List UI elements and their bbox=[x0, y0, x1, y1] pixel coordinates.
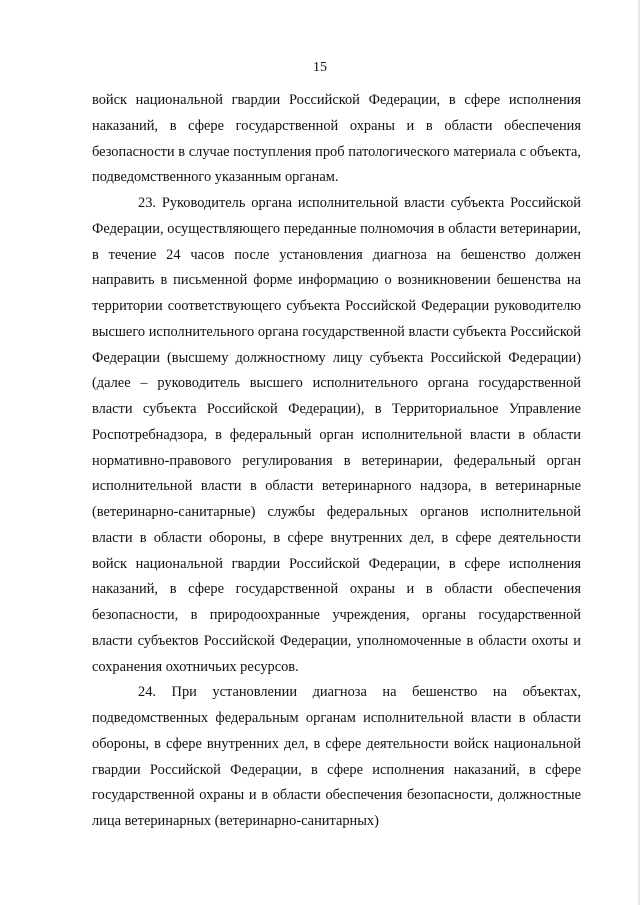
document-body bbox=[92, 88, 581, 835]
paragraph-23: 23. Руководитель органа исполнительной власти субъекта Российской Федерации, осуществляющего переданные полномочия в области ветеринарии, в течение 24 часов после установления диагноза на бешенство должен направить в письменной форме информацию о возникновении бешенства на территории соответствующего субъекта Российской Федерации руководителю высшего исполнительного органа государственной власти субъекта Российской Федерации (высшему должностному лицу субъекта Российской Федерации) (далее – руководитель высшего исполнительного органа государственной власти субъекта Российской Федерации), в Территориальное Управление Роспотребнадзора, в федеральный орган исполнительной власти в области нормативно-правового регулирования в ветеринарии, федеральный орган исполнительной власти в области ветеринарного надзора, в ветеринарные (ветеринарно-санитарные) службы федеральных органов исполнительной власти в области обороны, в сфере внутренних дел, в сфере деятельности войск национальной гвардии Российской Федерации, в сфере исполнения наказаний, в сфере государственной охраны и в области обеспечения безопасности, в природоохранные учреждения, органы государственной власти субъектов Российской Федерации, уполномоченные в области охоты и сохранения охотничьих ресурсов. bbox=[92, 195, 581, 675]
paragraph-continued: войск национальной гвардии Российской Федерации, в сфере исполнения наказаний, в сфере государственной охраны и в области обеспечения безопасности в случае поступления проб патологического материала с объекта, подведомственного указанным органам. bbox=[92, 92, 581, 186]
page-number: 15 bbox=[313, 60, 327, 75]
paragraph-24: 24. При установлении диагноза на бешенство на объектах, подведомственных федеральным органам исполнительной власти в области обороны, в сфере внутренних дел, в сфере деятельности войск национальной гвардии Российской Федерации, в сфере исполнения наказаний, в сфере государственной охраны и в области обеспечения безопасности, должностные лица ветеринарных (ветеринарно-санитарных) bbox=[92, 684, 581, 829]
